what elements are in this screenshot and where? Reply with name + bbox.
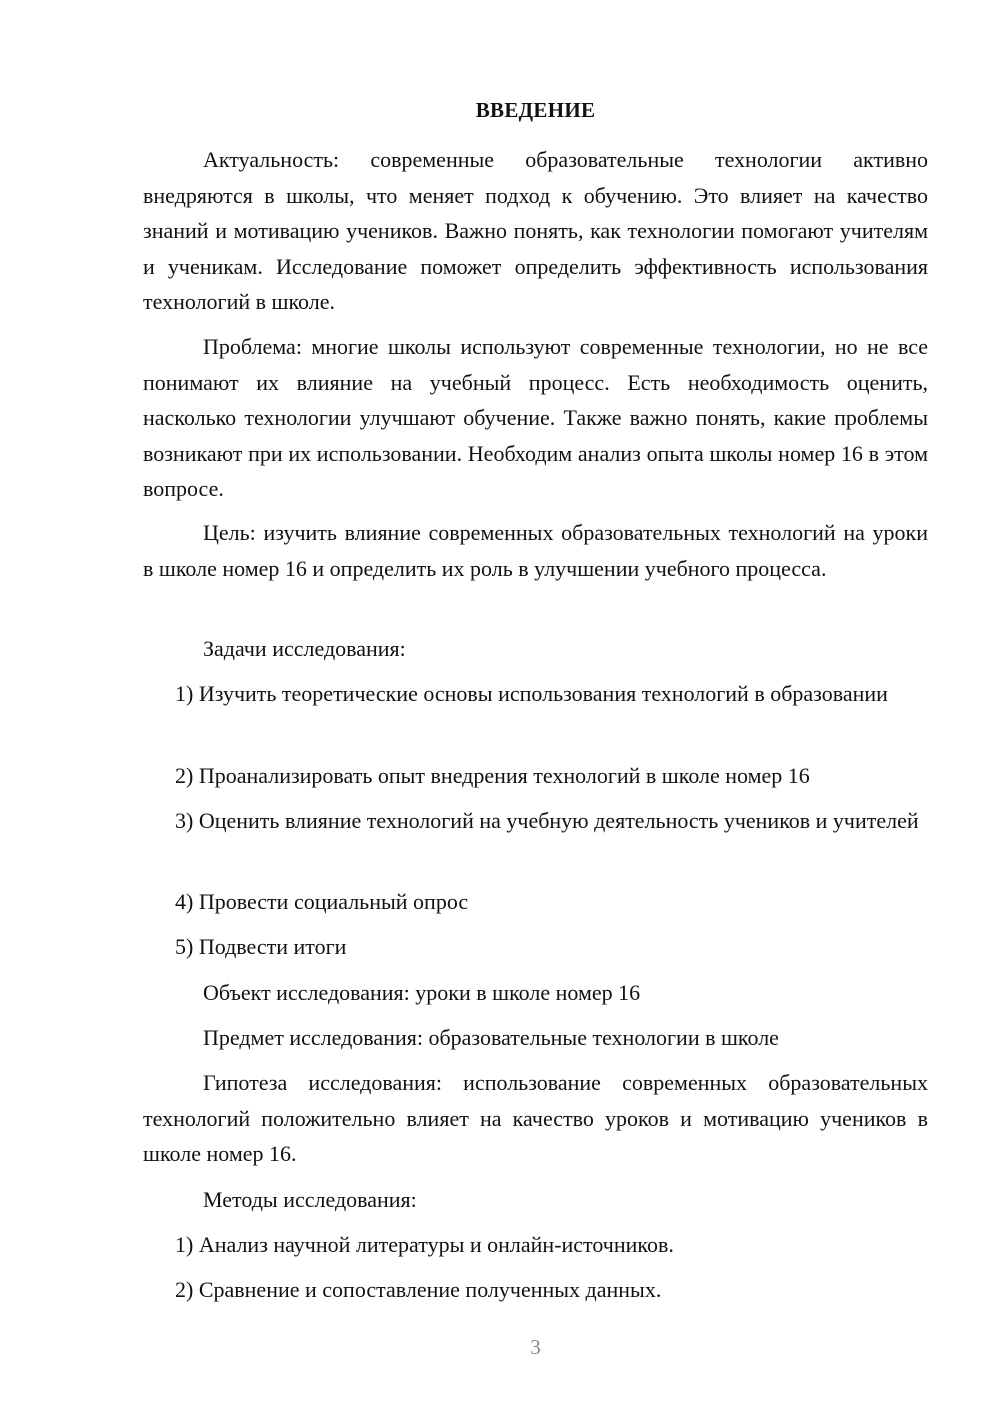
tasks-heading: Задачи исследования:: [203, 636, 406, 661]
paragraph-problem: Проблема: многие школы используют современные технологии, но не все понимают их влияние на учебный процесс. Есть необходимость оценить, насколько технологии улучшают обучение. Также важно понять, какие проблемы возникают при их использовании. Необходим анализ опыта школы номер 16 в этом вопросе.: [143, 334, 928, 501]
paragraph-object: Объект исследования: уроки в школе номер 16: [203, 980, 641, 1005]
task-item: 5) Подвести итоги: [175, 934, 347, 959]
page-number: 3: [530, 1335, 541, 1359]
task-item: 4) Провести социальный опрос: [175, 889, 469, 914]
method-item: 2) Сравнение и сопоставление полученных данных.: [175, 1277, 662, 1302]
task-item: 3) Оценить влияние технологий на учебную деятельность учеников и учителей: [175, 808, 919, 833]
task-item: 1) Изучить теоретические основы использования технологий в образовании: [175, 681, 888, 706]
paragraph-subject: Предмет исследования: образовательные технологии в школе: [203, 1025, 779, 1050]
paragraph-relevance: Актуальность: современные образовательные технологии активно внедряются в школы, что меняет подход к обучению. Это влияет на качество знаний и мотивацию учеников. Важно понять, как технологии помогают учителям и ученикам. Исследование поможет определить эффективность использования технологий в школе.: [143, 147, 928, 314]
paragraph-goal: Цель: изучить влияние современных образовательных технологий на уроки в школе номер 16 и определить их роль в улучшении учебного процесса.: [143, 520, 928, 581]
task-item: 2) Проанализировать опыт внедрения технологий в школе номер 16: [175, 763, 810, 788]
methods-heading: Методы исследования:: [203, 1187, 417, 1212]
paragraph-hypothesis: Гипотеза исследования: использование современных образовательных технологий положительно влияет на качество уроков и мотивацию учеников в школе номер 16.: [143, 1070, 928, 1166]
section-title: ВВЕДЕНИЕ: [475, 98, 596, 122]
method-item: 1) Анализ научной литературы и онлайн-источников.: [175, 1232, 674, 1257]
